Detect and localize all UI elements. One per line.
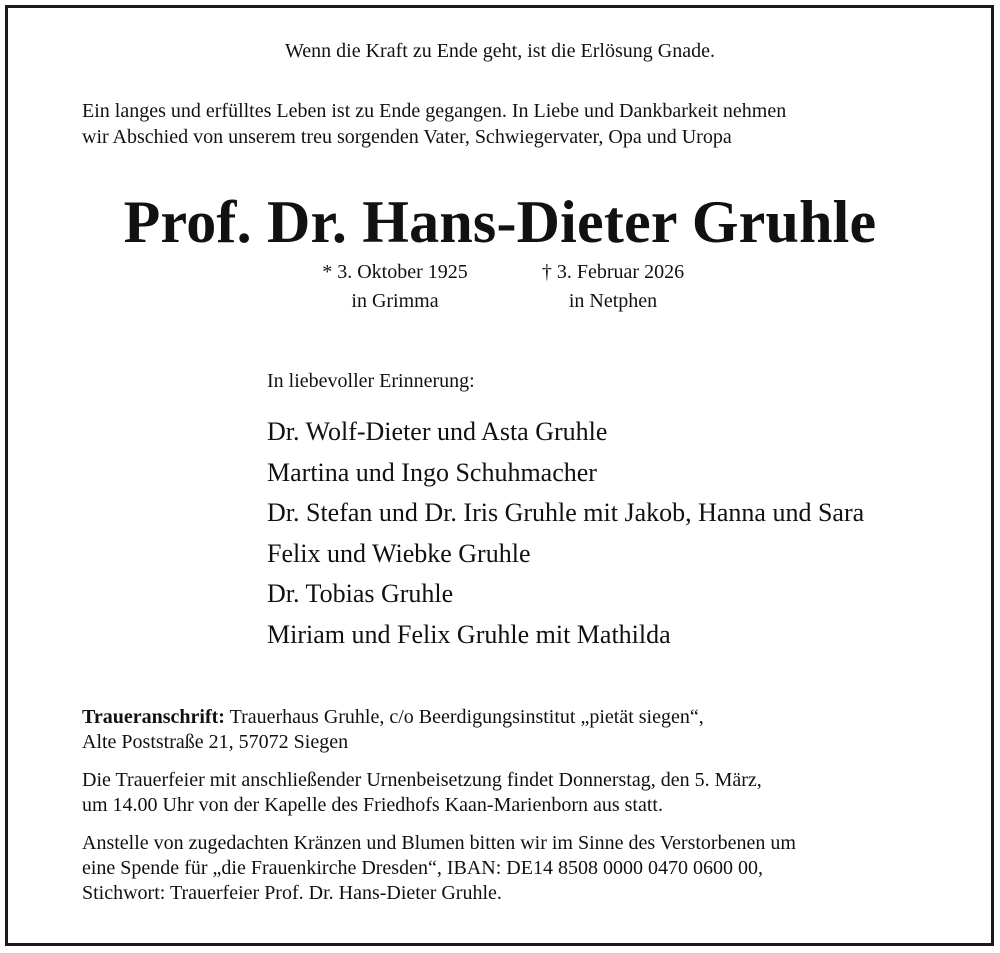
address-line-2: Alte Poststraße 21, 57072 Siegen	[82, 731, 349, 753]
intro-line-1: Ein langes und erfülltes Leben ist zu Ende gegangen. In Liebe und Dankbarkeit nehmen	[82, 100, 787, 122]
birth-place: in Grimma	[351, 290, 439, 312]
motto-quote: Wenn die Kraft zu Ende geht, ist die Erlösung Gnade.	[285, 40, 715, 62]
donation-line-2: eine Spende für „die Frauenkirche Dresden“, IBAN: DE14 8508 0000 0470 0600 00,	[82, 857, 763, 879]
remembrance-label: In liebevoller Erinnerung:	[267, 370, 475, 392]
birth-date: * 3. Oktober 1925	[322, 261, 468, 283]
ceremony-line-2: um 14.00 Uhr von der Kapelle des Friedhofs Kaan-Marienborn aus statt.	[82, 794, 663, 816]
mourners-list	[267, 412, 864, 655]
donation-line-3: Stichwort: Trauerfeier Prof. Dr. Hans-Dieter Gruhle.	[82, 882, 502, 904]
death-date: † 3. Februar 2026	[541, 261, 685, 283]
address-block	[82, 705, 796, 755]
birth-info	[290, 258, 500, 316]
ceremony-block	[82, 768, 796, 818]
mourner-entry: Dr. Tobias Gruhle	[267, 579, 454, 608]
mourner-entry: Felix und Wiebke Gruhle	[267, 538, 531, 568]
ceremony-line-1: Die Trauerfeier mit anschließender Urnenbeisetzung findet Donnerstag, den 5. März,	[82, 769, 762, 791]
donation-block	[82, 831, 796, 906]
death-place: in Netphen	[568, 290, 658, 312]
mourner-entry: Miriam und Felix Gruhle mit Mathilda	[267, 619, 671, 649]
death-info	[498, 258, 728, 316]
deceased-name: Prof. Dr. Hans-Dieter Gruhle	[123, 189, 877, 255]
intro-text	[82, 98, 786, 150]
address-label: Traueranschrift:	[82, 706, 225, 728]
address-line-1: Trauerhaus Gruhle, c/o Beerdigungsinstitut „pietät siegen“,	[224, 706, 704, 728]
mourner-entry: Martina und Ingo Schuhmacher	[267, 457, 597, 487]
footer-info	[82, 705, 796, 906]
intro-line-2: wir Abschied von unserem treu sorgenden Vater, Schwiegervater, Opa und Uropa	[82, 126, 732, 148]
mourner-entry: Dr. Wolf-Dieter und Asta Gruhle	[267, 417, 608, 446]
mourner-entry: Dr. Stefan und Dr. Iris Gruhle mit Jakob, Hanna und Sara	[267, 498, 865, 527]
donation-line-1: Anstelle von zugedachten Kränzen und Blumen bitten wir im Sinne des Verstorbenen um	[82, 832, 796, 854]
